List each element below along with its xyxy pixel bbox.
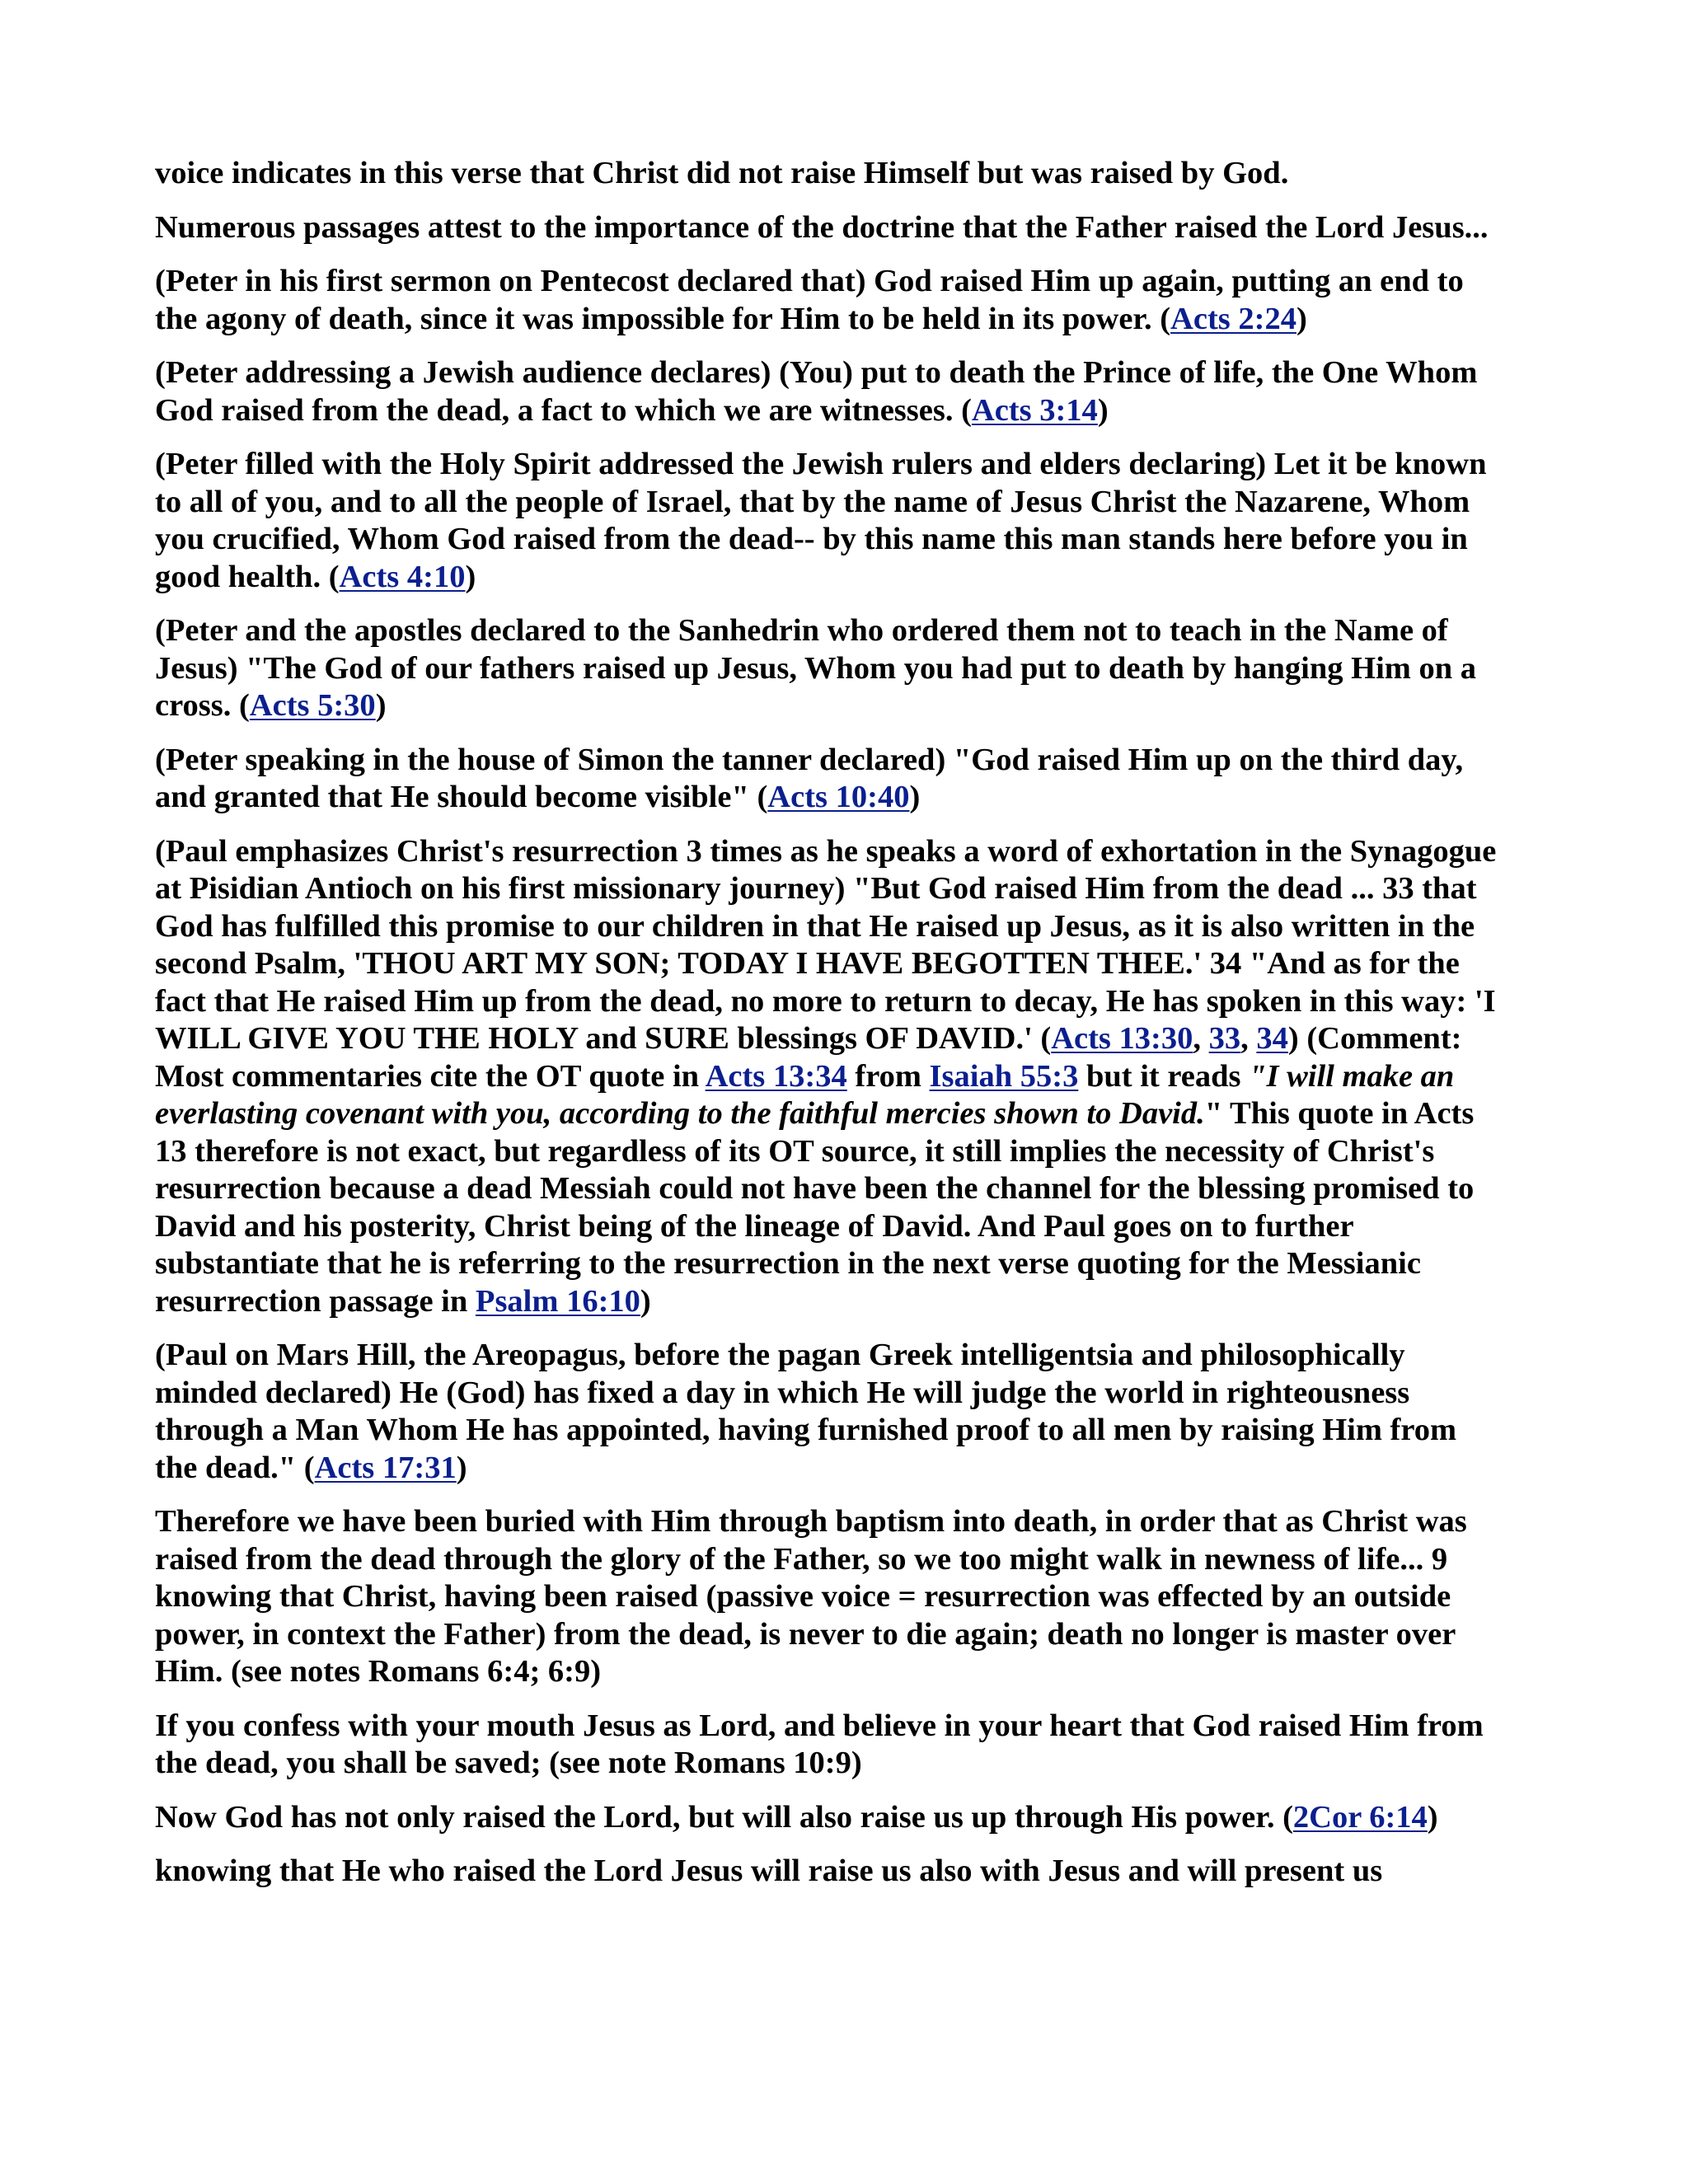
paragraph-text: ) [465, 559, 476, 594]
paragraph-text: ) [1296, 301, 1307, 336]
document-body [155, 155, 1507, 1907]
paragraph-acts-10-40 [155, 742, 1507, 817]
separator: , [1193, 1021, 1209, 1056]
paragraph-romans-6 [155, 1503, 1507, 1691]
paragraph-text: (Paul emphasizes Christ's resurrection 3 times as he speaks a word of exhortation in the Synagogue at Pisidian Antioch on his first missionary journey) "But God raised Him from the dead ... 33 that God has fulfilled this promise to our children in that He raised up Jesus, as it is also written in the second Psalm, 'THOU ART MY SON; TODAY I HAVE BEGOTTEN THEE.' 34 "And as for the fact that He raised Him up from the dead, no more to return to decay, He has spoken in this way: 'I WILL GIVE YOU THE HOLY and SURE blessings OF DAVID.' ( [155, 833, 1497, 1056]
link-acts-13-34-comment[interactable]: Acts 13:34 [705, 1058, 847, 1094]
link-acts-13-34[interactable]: 34 [1256, 1021, 1288, 1056]
paragraph-text: Therefore we have been buried with Him through baptism into death, in order that as Christ was raised from the dead through the glory of the Father, so we too might walk in newness of life... 9 knowing that Christ, having been raised (passive voice = resurrection was effected by an outside power, in context the Father) from the dead, is never to die again; death no longer is master over Him. (see notes Romans 6:4; 6:9) [155, 1504, 1467, 1689]
paragraph-text: ) [456, 1450, 467, 1485]
paragraph-text: ) [909, 780, 921, 814]
paragraph-text: Now God has not only raised the Lord, but will also raise us up through His power. ( [155, 1799, 1293, 1835]
paragraph-text: (Peter filled with the Holy Spirit addressed the Jewish rulers and elders declaring) Let it be known to all of you, and to all the people of Israel, that by the name of Jesus Christ the Nazarene, Whom you crucified, Whom God raised from the dead-- by this name this man stands here before you in good health. ( [155, 447, 1487, 594]
paragraph-acts-2-24 [155, 263, 1507, 338]
paragraph-text: (Peter and the apostles declared to the Sanhedrin who ordered them not to teach in the Name of Jesus) "The God of our fathers raised up Jesus, Whom you had put to death by hanging Him on a cross. ( [155, 613, 1477, 723]
link-acts-17-31[interactable]: Acts 17:31 [314, 1450, 457, 1485]
paragraph-knowing [155, 1853, 1507, 1891]
paragraph-text: Numerous passages attest to the importance of the doctrine that the Father raised the Lord Jesus... [155, 209, 1489, 245]
paragraph-acts-17-31 [155, 1337, 1507, 1487]
link-psalm-16-10[interactable]: Psalm 16:10 [475, 1283, 640, 1319]
paragraph-text: (Peter addressing a Jewish audience declares) (You) put to death the Prince of life, the One Whom God raised from the dead, a fact to which we are witnesses. ( [155, 355, 1478, 428]
paragraph-text: (Peter in his first sermon on Pentecost declared that) God raised Him up again, putting an end to the agony of death, since it was impossible for Him to be held in its power. ( [155, 264, 1464, 336]
link-acts-13-33[interactable]: 33 [1208, 1021, 1241, 1056]
paragraph-text: from [846, 1058, 930, 1094]
paragraph-acts-13 [155, 833, 1507, 1321]
paragraph-text: knowing that He who raised the Lord Jesus will raise us also with Jesus and will present us [155, 1854, 1383, 1888]
paragraph-acts-5-30 [155, 612, 1507, 725]
link-isaiah-55-3[interactable]: Isaiah 55:3 [929, 1058, 1079, 1094]
link-acts-4-10[interactable]: Acts 4:10 [339, 559, 466, 594]
paragraph-acts-4-10 [155, 446, 1507, 596]
separator: , [1240, 1021, 1257, 1056]
paragraph-text: ) [640, 1283, 651, 1319]
paragraph-text: " This quote in Acts 13 therefore is not exact, but regardless of its OT source, it still implies the necessity of Christ's resurrection because a dead Messiah could not have been the channel for the blessing promised to David and his posterity, Christ being of the lineage of David. And Paul goes on to further substantiate that he is referring to the resurrection in the next verse quoting for the Messianic resurrection passage in [155, 1096, 1475, 1319]
paragraph-numerous-passages [155, 209, 1507, 247]
link-2cor-6-14[interactable]: 2Cor 6:14 [1292, 1799, 1428, 1835]
paragraph-text: (Paul on Mars Hill, the Areopagus, before the pagan Greek intelligentsia and philosophically minded declared) He (God) has fixed a day in which He will judge the world in righteousness through a Man Whom He has appointed, having furnished proof to all men by raising Him from the dead." ( [155, 1338, 1457, 1485]
paragraph-romans-10-9 [155, 1708, 1507, 1783]
paragraph-passive-voice [155, 155, 1507, 193]
link-acts-5-30[interactable]: Acts 5:30 [249, 688, 376, 723]
paragraph-acts-3-14 [155, 354, 1507, 429]
paragraph-text: ) (Comment: Most commentaries cite the OT quote in [155, 1021, 1462, 1094]
paragraph-text: If you confess with your mouth Jesus as Lord, and believe in your heart that God raised Him from the dead, you shall be saved; (see note Romans 10:9) [155, 1708, 1484, 1780]
paragraph-text: voice indicates in this verse that Christ did not raise Himself but was raised by God. [155, 156, 1289, 190]
link-acts-13-30[interactable]: Acts 13:30 [1051, 1021, 1193, 1056]
link-acts-10-40[interactable]: Acts 10:40 [767, 780, 910, 814]
paragraph-text: ) [375, 688, 387, 723]
link-acts-3-14[interactable]: Acts 3:14 [971, 392, 1098, 428]
paragraph-text: (Peter speaking in the house of Simon the tanner declared) "God raised Him up on the third day, and granted that He should become visible" ( [155, 742, 1464, 814]
paragraph-2cor-6-14 [155, 1799, 1507, 1837]
paragraph-text: but it reads [1078, 1058, 1250, 1094]
paragraph-text: ) [1097, 392, 1109, 428]
link-acts-2-24[interactable]: Acts 2:24 [1170, 301, 1296, 336]
paragraph-text: ) [1427, 1799, 1438, 1835]
isaiah-quote: "I will make an everlasting covenant with you, according to the faithful mercies shown to David. [155, 1058, 1455, 1131]
